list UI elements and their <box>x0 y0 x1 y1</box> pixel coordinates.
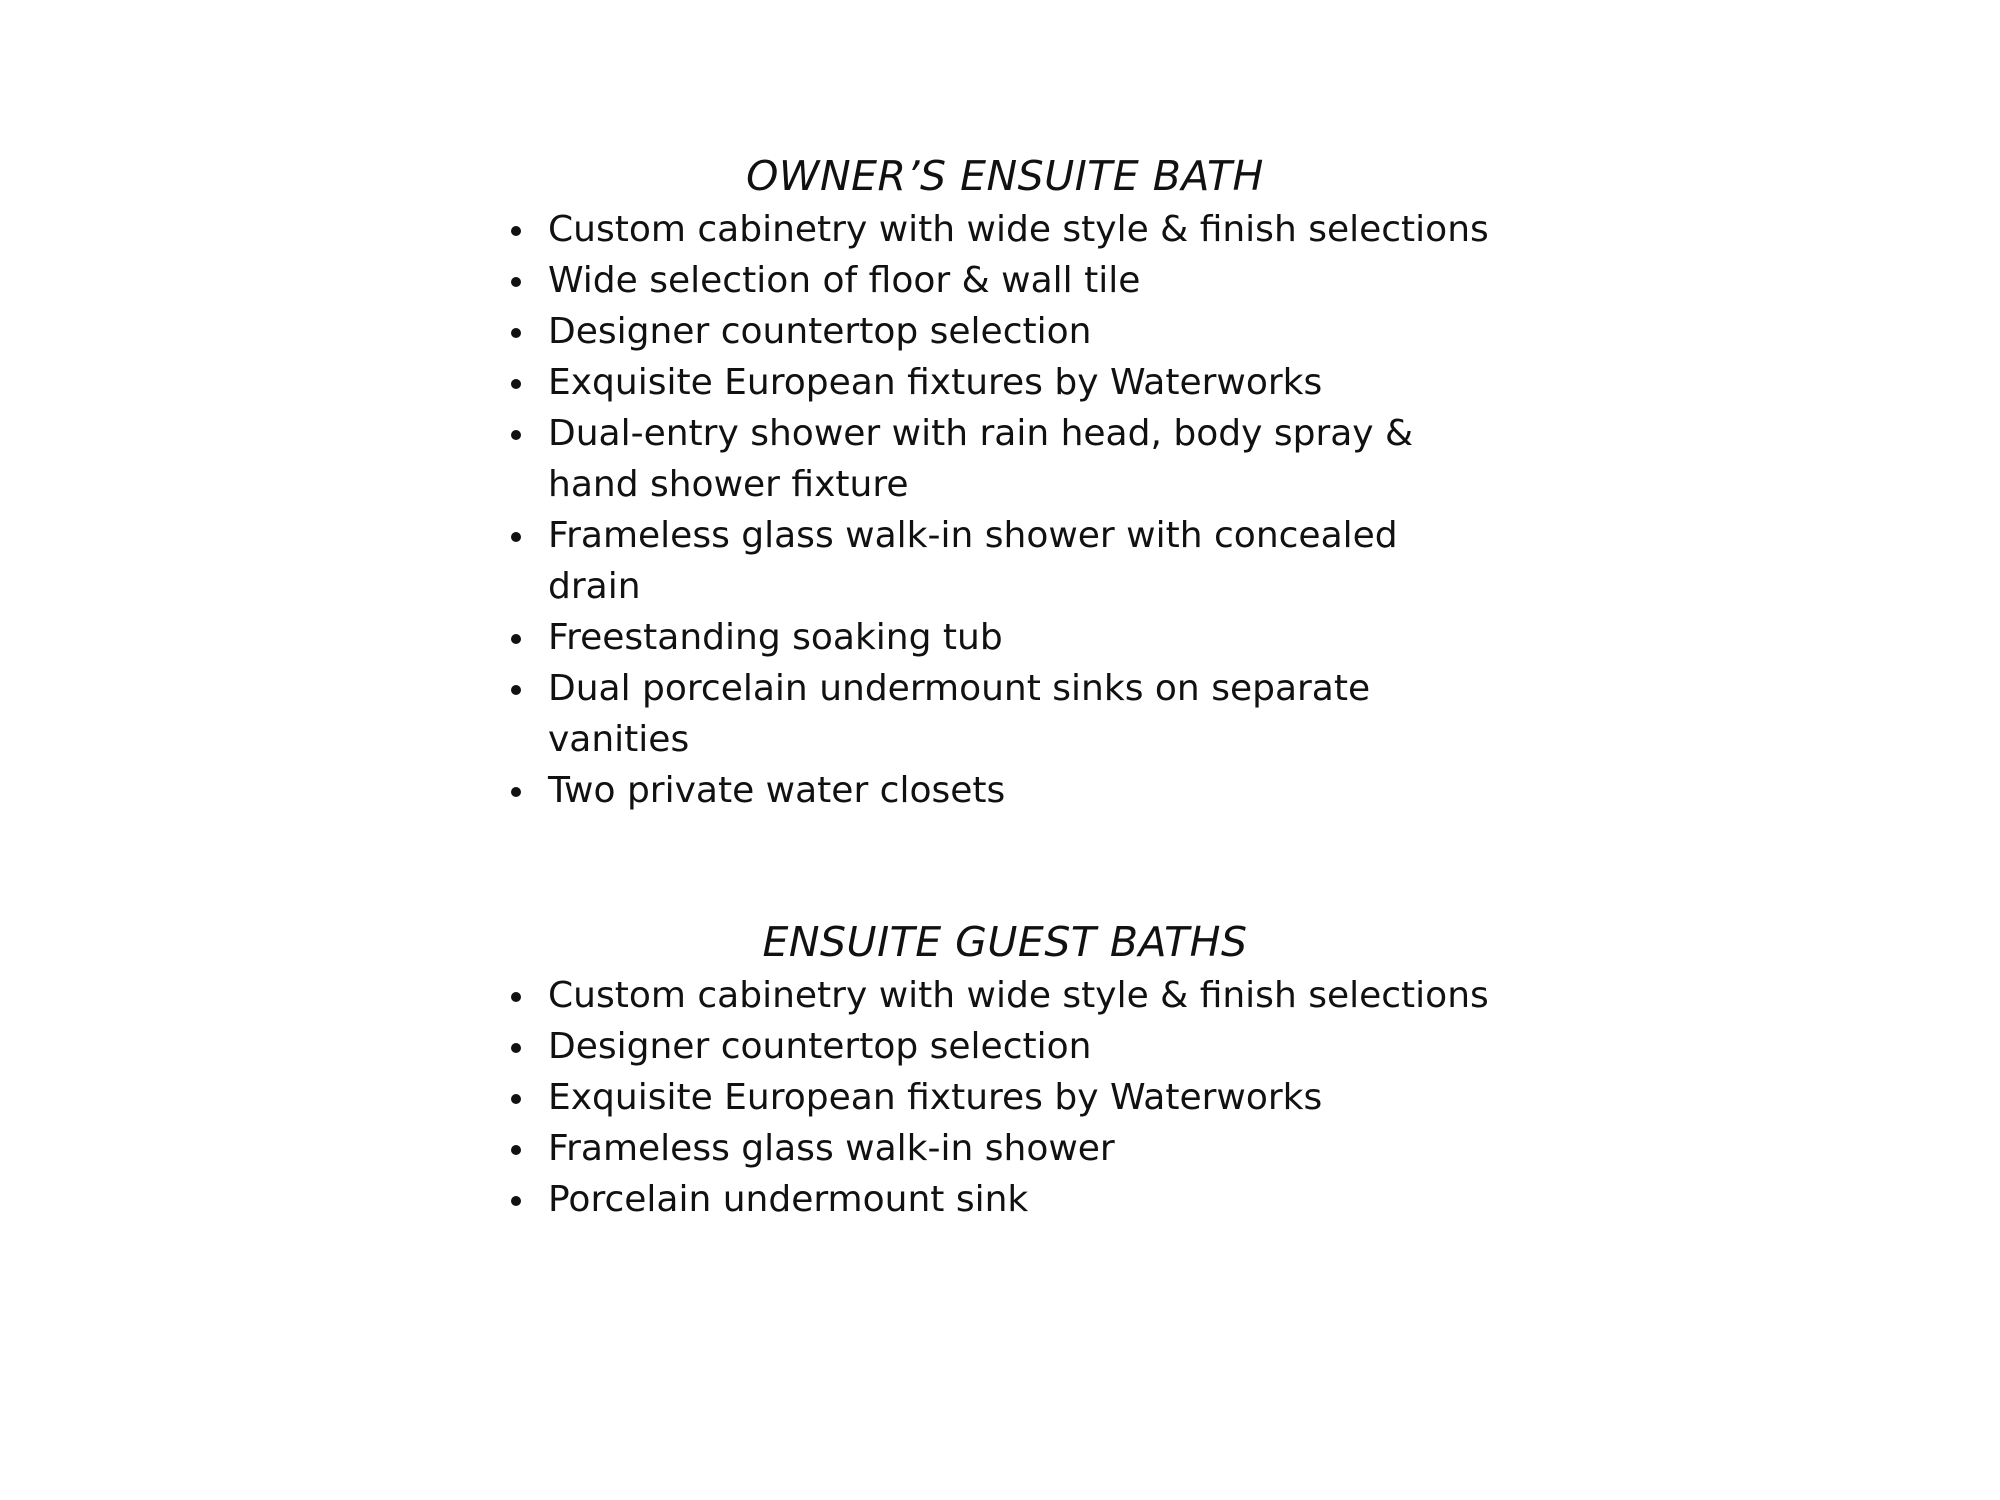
bullet-icon <box>511 328 521 338</box>
bullet-icon <box>511 1043 521 1053</box>
section-title: ENSUITE GUEST BATHS <box>762 918 1248 966</box>
list-item-text: Designer countertop selection <box>548 1026 1092 1067</box>
list-item <box>548 663 1518 765</box>
bullet-icon <box>511 1145 521 1155</box>
list-item-text: Dual-entry shower with rain head, body spray & hand shower fixture <box>548 413 1414 505</box>
list-item <box>548 306 1518 357</box>
list-item <box>548 204 1518 255</box>
list-item-text: Custom cabinetry with wide style & finish selections <box>548 209 1489 250</box>
list-item <box>548 1123 1518 1174</box>
list-item <box>548 1021 1518 1072</box>
bullet-icon <box>511 634 521 644</box>
feature-list <box>548 970 1518 1225</box>
list-item-text: Two private water closets <box>548 770 1006 811</box>
bullet-icon <box>511 787 521 797</box>
list-item-text: Exquisite European fixtures by Waterworks <box>548 362 1323 403</box>
list-item <box>548 970 1518 1021</box>
list-item-text: Frameless glass walk-in shower <box>548 1128 1115 1169</box>
list-item-text: Wide selection of floor & wall tile <box>548 260 1141 301</box>
owners-ensuite-bath-section <box>0 146 2000 816</box>
bullet-icon <box>511 1094 521 1104</box>
list-item-text: Frameless glass walk-in shower with concealed drain <box>548 515 1398 607</box>
section-title: OWNER’S ENSUITE BATH <box>746 152 1264 200</box>
list-item-text: Designer countertop selection <box>548 311 1092 352</box>
list-item <box>548 765 1518 816</box>
ensuite-guest-baths-section <box>0 912 2000 1225</box>
bullet-icon <box>511 430 521 440</box>
list-item-text: Dual porcelain undermount sinks on separate vanities <box>548 668 1371 760</box>
list-item <box>548 1174 1518 1225</box>
list-item-text: Exquisite European fixtures by Waterworks <box>548 1077 1323 1118</box>
list-item <box>548 510 1518 612</box>
list-item-text: Porcelain undermount sink <box>548 1179 1029 1220</box>
bullet-icon <box>511 226 521 236</box>
feature-list <box>548 204 1518 816</box>
bullet-icon <box>511 685 521 695</box>
list-item <box>548 408 1518 510</box>
bullet-icon <box>511 277 521 287</box>
list-item-text: Freestanding soaking tub <box>548 617 1003 658</box>
list-item <box>548 612 1518 663</box>
bullet-icon <box>511 532 521 542</box>
list-item <box>548 1072 1518 1123</box>
bullet-icon <box>511 379 521 389</box>
list-item <box>548 357 1518 408</box>
bullet-icon <box>511 1196 521 1206</box>
list-item-text: Custom cabinetry with wide style & finish selections <box>548 975 1489 1016</box>
bullet-icon <box>511 992 521 1002</box>
list-item <box>548 255 1518 306</box>
